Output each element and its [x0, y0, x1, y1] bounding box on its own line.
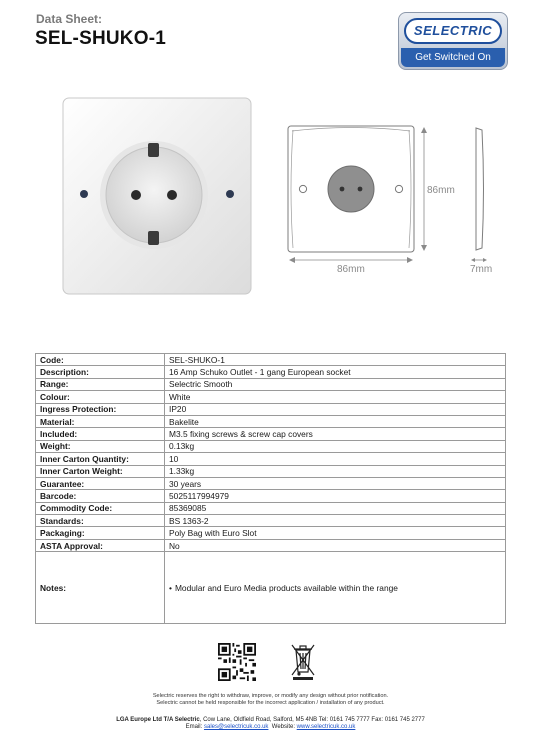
- spec-label: Range:: [36, 378, 165, 390]
- email-label: Email:: [185, 724, 204, 730]
- product-code-title: SEL-SHUKO-1: [35, 28, 166, 49]
- spec-value: 1.33kg: [165, 465, 506, 477]
- notes-label: Notes:: [36, 552, 165, 624]
- bullet-icon: •: [169, 582, 172, 593]
- logo-tagline: Get Switched On: [401, 48, 505, 67]
- spec-label: Barcode:: [36, 490, 165, 502]
- spec-row: [36, 539, 506, 551]
- spec-label: Guarantee:: [36, 477, 165, 489]
- spec-value: M3.5 fixing screws & screw cap covers: [165, 428, 506, 440]
- spec-label: Inner Carton Weight:: [36, 465, 165, 477]
- spec-value: 16 Amp Schuko Outlet - 1 gang European socket: [165, 366, 506, 378]
- spec-row: [36, 453, 506, 465]
- spec-row: [36, 378, 506, 390]
- spec-value: White: [165, 391, 506, 403]
- spec-value: BS 1363-2: [165, 515, 506, 527]
- spec-value: 10: [165, 453, 506, 465]
- product-photo: [62, 97, 252, 295]
- spec-label: ASTA Approval:: [36, 539, 165, 551]
- spec-row: [36, 465, 506, 477]
- spec-label: Packaging:: [36, 527, 165, 539]
- spec-label: Description:: [36, 366, 165, 378]
- spec-value: 85369085: [165, 502, 506, 514]
- spec-row: [36, 490, 506, 502]
- disclaimer-line-2: Selectric cannot be held responsible for the incorrect application / installation of any product.: [156, 700, 385, 706]
- spec-row: [36, 515, 506, 527]
- spec-label: Ingress Protection:: [36, 403, 165, 415]
- website-link[interactable]: www.selectricuk.co.uk: [296, 724, 356, 730]
- technical-drawing: [280, 118, 500, 278]
- spec-value: 5025117994979: [165, 490, 506, 502]
- spec-row: [36, 477, 506, 489]
- specification-table: [35, 353, 506, 624]
- disclaimer-line-1: Selectric reserves the right to withdraw, improve, or modify any design without prior notification.: [152, 693, 389, 699]
- notes-row: [36, 552, 506, 624]
- data-sheet-label: Data Sheet:: [36, 12, 103, 26]
- company-name: LGA Europe Ltd T/A Selectric: [116, 717, 200, 723]
- company-address: , Cow Lane, Oldfield Road, Salford, M5 4NB Tel: 0161 745 7777 Fax: 0161 745 2777: [199, 717, 425, 723]
- spec-value: IP20: [165, 403, 506, 415]
- weee-crossed-bin-icon: [288, 642, 318, 682]
- spec-row: [36, 354, 506, 366]
- width-dimension-label: 86mm: [337, 264, 365, 275]
- spec-row: [36, 366, 506, 378]
- spec-row: [36, 527, 506, 539]
- spec-row: [36, 440, 506, 452]
- spec-value: 30 years: [165, 477, 506, 489]
- spec-row: [36, 428, 506, 440]
- spec-row: [36, 391, 506, 403]
- spec-value: SEL-SHUKO-1: [165, 354, 506, 366]
- spec-label: Material:: [36, 415, 165, 427]
- notes-value: [165, 552, 506, 624]
- spec-label: Weight:: [36, 440, 165, 452]
- notes-text: Modular and Euro Media products available within the range: [174, 582, 398, 593]
- height-dimension-label: 86mm: [427, 185, 455, 196]
- depth-dimension-label: 7mm: [470, 264, 493, 275]
- spec-row: [36, 415, 506, 427]
- qr-code-icon: [218, 643, 256, 681]
- spec-label: Code:: [36, 354, 165, 366]
- spec-row: [36, 502, 506, 514]
- spec-label: Included:: [36, 428, 165, 440]
- spec-value: 0.13kg: [165, 440, 506, 452]
- spec-label: Colour:: [36, 391, 165, 403]
- spec-value: Selectric Smooth: [165, 378, 506, 390]
- spec-value: Bakelite: [165, 415, 506, 427]
- spec-value: No: [165, 539, 506, 551]
- spec-label: Commodity Code:: [36, 502, 165, 514]
- spec-label: Standards:: [36, 515, 165, 527]
- contact-info: [0, 717, 541, 731]
- spec-row: [36, 403, 506, 415]
- disclaimer: [0, 693, 541, 707]
- website-label: Website:: [268, 724, 297, 730]
- logo-wordmark: SELECTRIC: [413, 23, 493, 38]
- spec-label: Inner Carton Quantity:: [36, 453, 165, 465]
- email-link[interactable]: sales@selectricuk.co.uk: [203, 724, 269, 730]
- selectric-logo: [398, 12, 508, 70]
- spec-value: Poly Bag with Euro Slot: [165, 527, 506, 539]
